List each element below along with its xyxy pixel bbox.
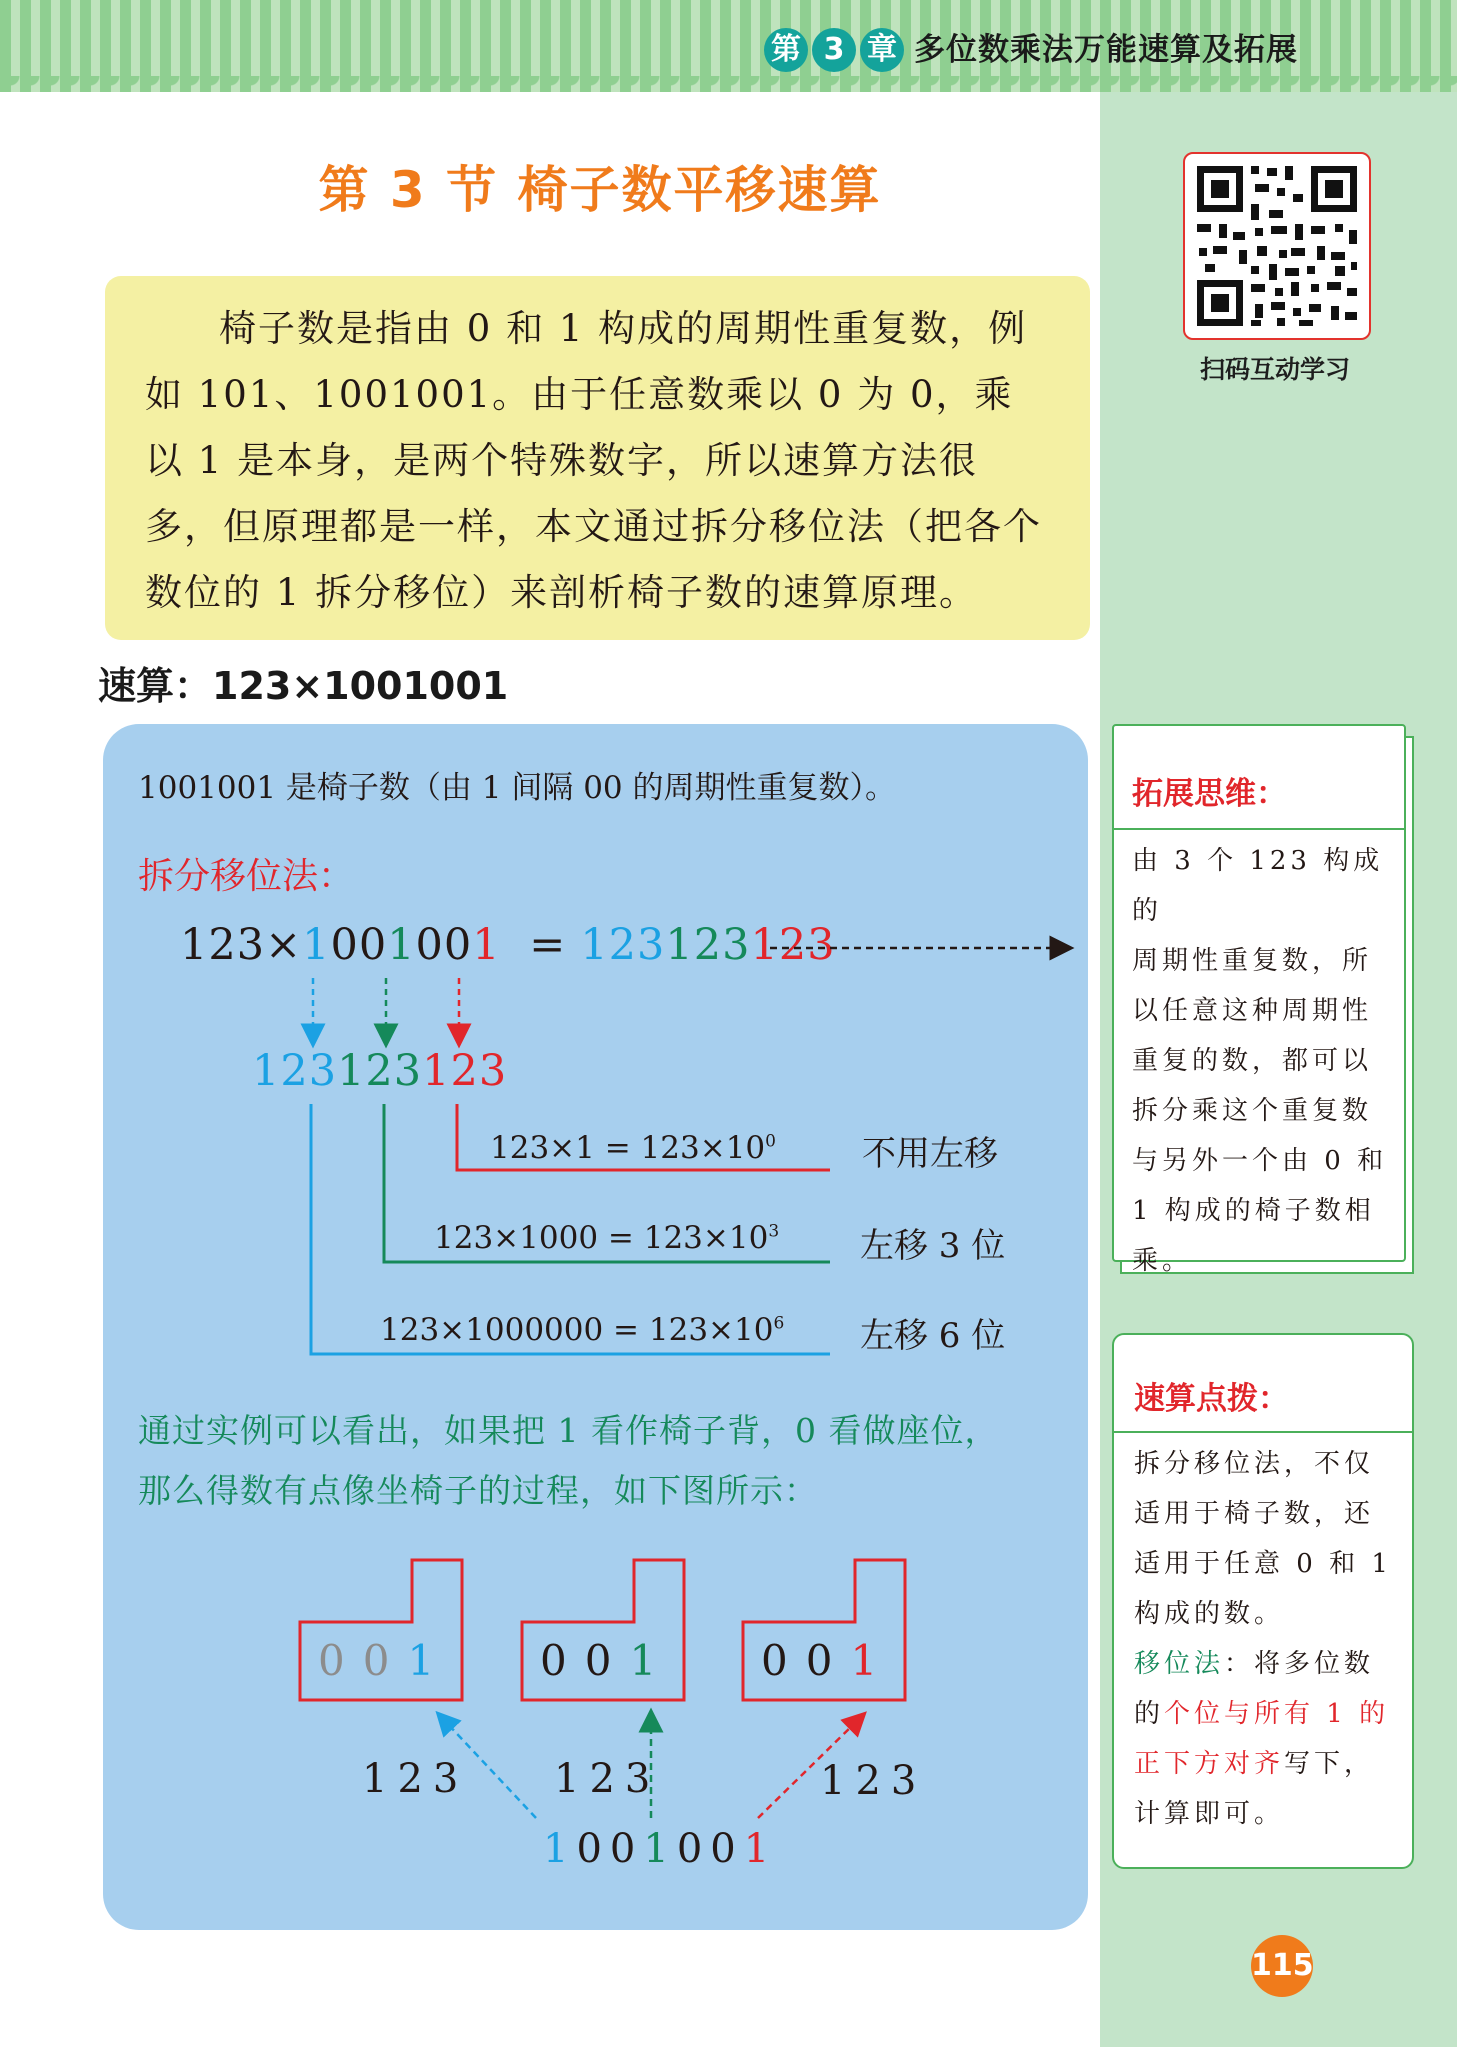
- chair-3-seat-2: 0: [805, 1636, 851, 1685]
- eq-digit-zeros-1: 00: [330, 920, 388, 970]
- note-2-text: 写下，: [1284, 1749, 1375, 1779]
- chair-number-description: 1001001 是椅子数（由 1 间隔 00 的周期性重复数）。: [138, 770, 896, 806]
- chapter-badge-num: 3: [812, 28, 856, 72]
- bottom-digit-1: 1: [543, 1826, 577, 1872]
- note-2-line: 构成的数。: [1134, 1599, 1285, 1629]
- note-1-line: 重复的数，都可以: [1132, 1046, 1373, 1076]
- note-1-line: 以任意这种周期性: [1132, 996, 1373, 1026]
- eq-multiplicand: 123×: [180, 920, 303, 970]
- bottom-chair-number: [543, 1826, 777, 1872]
- note-2-line: [1134, 1739, 1392, 1789]
- note-2-highlight: 正下方对齐: [1134, 1749, 1285, 1779]
- note-2-line: 拆分移位法，不仅: [1134, 1449, 1375, 1479]
- note-1-line: 1 构成的椅子数相: [1132, 1196, 1375, 1226]
- chapter-badge-1: 第: [764, 28, 808, 72]
- eq-digit-zeros-2: 00: [415, 920, 473, 970]
- chair-2-seat-2: 0: [584, 1636, 630, 1685]
- chair-2-back: 1: [629, 1636, 675, 1685]
- eq-digit-2: 1: [387, 920, 416, 970]
- note-2-line: 计算即可。: [1134, 1799, 1285, 1829]
- explain-line-2: 那么得数有点像坐椅子的过程，如下图所示：: [138, 1471, 818, 1510]
- explain-line-1: 通过实例可以看出，如果把 1 看作椅子背，0 看做座位，: [138, 1411, 999, 1450]
- bottom-digit-3: 1: [743, 1826, 778, 1872]
- note-2-line: [1134, 1689, 1392, 1739]
- shift-row-2: [434, 1220, 779, 1256]
- note-2-line: [1134, 1639, 1392, 1689]
- bottom-zeros-2: 00: [676, 1826, 744, 1872]
- note-2-line: 适用于任意 0 和 1: [1134, 1549, 1392, 1579]
- chair-1-digits: [318, 1636, 452, 1685]
- note-expand-thinking: [1112, 724, 1406, 1276]
- shifted-part-1: 123: [252, 1046, 338, 1096]
- note-1-line: 由 3 个 123 构成的: [1132, 846, 1384, 926]
- chapter-title: 多位数乘法万能速算及拓展: [914, 32, 1298, 68]
- chair-1-seat-2: 0: [362, 1636, 408, 1685]
- chair-3-digits: [761, 1636, 895, 1685]
- chair-3-back: 1: [850, 1636, 896, 1685]
- chair-3-seat-1: 0: [761, 1636, 806, 1685]
- eq-result-part-1: 123: [580, 920, 666, 970]
- qr-label: 扫码互动学习: [1199, 355, 1350, 384]
- example-heading: 速算：123×1001001: [98, 664, 509, 708]
- note-quick-tips: [1112, 1333, 1414, 1869]
- page-number: 115: [1251, 1935, 1313, 1997]
- chair-2-seat-1: 0: [540, 1636, 585, 1685]
- intro-text: 椅子数是指由 0 和 1 构成的周期性重复数，例如 101、1001001。由于任意数乘以 0 为 0，乘以 1 是本身，是两个特殊数字，所以速算方法很多，但原理都是一样，本文通过拆分移位法（把各个数位的 1 拆分移位）来剖析椅子数的速算原理。: [145, 307, 1042, 614]
- bottom-digit-2: 1: [643, 1826, 677, 1872]
- eq-digit-3: 1: [472, 920, 501, 970]
- chair-1-seat-1: 0: [318, 1636, 363, 1685]
- sitter-2: 123: [554, 1756, 661, 1802]
- method-label: 拆分移位法：: [138, 856, 355, 897]
- shift-row-2-expr: 123×1000 = 123×10: [434, 1220, 769, 1256]
- shift-row-3-exp: 6: [773, 1313, 785, 1334]
- note-1-line: 与另外一个由 0 和: [1132, 1146, 1388, 1176]
- note-1-line: 拆分乘这个重复数: [1132, 1096, 1373, 1126]
- shift-row-1: [490, 1130, 776, 1166]
- chapter-badge-2: 章: [860, 28, 904, 72]
- shift-row-3: [380, 1312, 784, 1348]
- bottom-zeros-1: 00: [576, 1826, 644, 1872]
- note-2-line: 适用于椅子数，还: [1134, 1499, 1375, 1529]
- sitter-1: 123: [362, 1756, 469, 1802]
- chair-1-back: 1: [407, 1636, 453, 1685]
- eq-result-part-2: 123: [665, 920, 751, 970]
- note-1-line: 周期性重复数，所: [1132, 946, 1373, 976]
- section-title: 第 3 节 椅子数平移速算: [318, 161, 882, 219]
- note-1-divider: [1114, 828, 1404, 830]
- note-1-line: 乘。: [1132, 1246, 1193, 1276]
- eq-digit-1: 1: [302, 920, 331, 970]
- note-1-body: [1132, 836, 1404, 1286]
- chair-2-digits: [540, 1636, 674, 1685]
- note-1-title: 拓展思维：: [1132, 776, 1287, 812]
- shifted-part-3: 123: [422, 1046, 508, 1096]
- note-2-highlight: 个位与所有 1 的: [1164, 1699, 1390, 1729]
- shift-row-1-expr: 123×1 = 123×10: [490, 1130, 766, 1166]
- eq-equals: =: [529, 920, 567, 970]
- shift-row-3-note: 左移 6 位: [860, 1316, 1006, 1356]
- eq-result-part-3: 123: [750, 920, 836, 970]
- shift-row-3-expr: 123×1000000 = 123×10: [380, 1312, 774, 1348]
- shift-row-2-exp: 3: [768, 1221, 780, 1242]
- note-2-divider: [1114, 1431, 1412, 1433]
- note-2-body: [1134, 1439, 1392, 1839]
- shifted-part-2: 123: [337, 1046, 423, 1096]
- note-2-text: 的: [1134, 1699, 1165, 1729]
- sitter-3: 123: [820, 1758, 927, 1804]
- note-2-text: ：将多位数: [1224, 1649, 1375, 1679]
- shift-row-1-note: 不用左移: [862, 1134, 998, 1174]
- note-2-title: 速算点拨：: [1134, 1381, 1289, 1417]
- shift-method-label: 移位法: [1134, 1649, 1225, 1679]
- shift-row-1-exp: 0: [765, 1131, 776, 1152]
- shift-row-2-note: 左移 3 位: [860, 1226, 1006, 1266]
